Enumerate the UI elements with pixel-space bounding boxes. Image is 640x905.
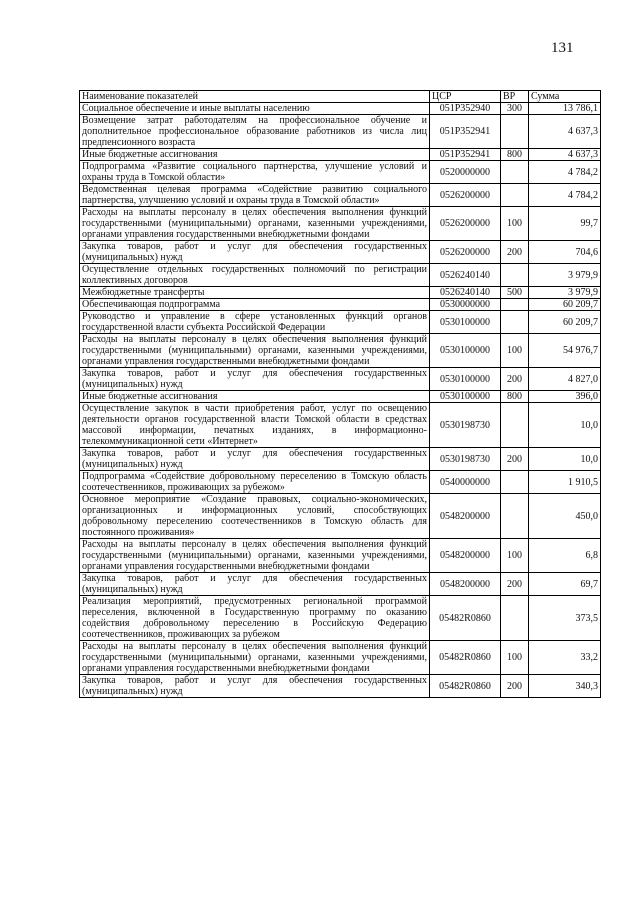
table-row xyxy=(80,391,601,403)
row-name: Закупка товаров, работ и услуг для обеспечения государственных (муниципальных) нужд xyxy=(80,573,430,596)
row-csr: 0526240140 xyxy=(430,264,501,287)
row-name: Основное мероприятие «Создание правовых, социально-экономических, организационных и информационных условий, способствующих добровольному переселению соотечественников в Томскую область для постоянного проживания» xyxy=(80,494,430,539)
table-row xyxy=(80,161,601,184)
row-sum: 4 784,2 xyxy=(529,161,601,184)
column-header-sum: Сумма xyxy=(529,91,601,103)
row-sum: 4 827,0 xyxy=(529,368,601,391)
row-sum: 99,7 xyxy=(529,207,601,241)
row-name: Социальное обеспечение и иные выплаты населению xyxy=(80,103,430,115)
table-row xyxy=(80,264,601,287)
column-header-csr: ЦСР xyxy=(430,91,501,103)
table-row xyxy=(80,403,601,448)
row-csr: 0530000000 xyxy=(430,299,501,311)
row-vr: 100 xyxy=(501,641,529,675)
row-vr: 300 xyxy=(501,103,529,115)
row-sum: 13 786,1 xyxy=(529,103,601,115)
row-name: Осуществление закупок в части приобретения работ, услуг по освещению деятельности органов государственной власти Томской области в средствах массовой информации, печатных изданиях, в информационно-телекоммуникационной сети «Интернет» xyxy=(80,403,430,448)
table-row xyxy=(80,115,601,149)
table-row xyxy=(80,103,601,115)
row-name: Ведомственная целевая программа «Содействие развитию социального партнерства, улучшению условий и охраны труда в Томской области» xyxy=(80,184,430,207)
row-vr xyxy=(501,403,529,448)
row-vr: 200 xyxy=(501,448,529,471)
row-name: Расходы на выплаты персоналу в целях обеспечения выполнения функций государственными (муниципальными) органами, казенными учреждениями, органами управления государственными внебюджетными фондами xyxy=(80,334,430,368)
row-sum: 3 979,9 xyxy=(529,287,601,299)
row-csr: 0548200000 xyxy=(430,539,501,573)
row-name: Межбюджетные трансферты xyxy=(80,287,430,299)
row-name: Иные бюджетные ассигнования xyxy=(80,149,430,161)
row-vr: 800 xyxy=(501,149,529,161)
row-sum: 4 637,3 xyxy=(529,115,601,149)
row-sum: 340,3 xyxy=(529,675,601,698)
row-name: Расходы на выплаты персоналу в целях обеспечения выполнения функций государственными (муниципальными) органами, казенными учреждениями, органами управления государственными внебюджетными фондами xyxy=(80,641,430,675)
row-name: Возмещение затрат работодателям на профессиональное обучение и дополнительное профессиональное образование работников из числа лиц предпенсионного возраста xyxy=(80,115,430,149)
row-name: Подпрограмма «Развитие социального партнерства, улучшение условий и охраны труда в Томской области» xyxy=(80,161,430,184)
table-row xyxy=(80,184,601,207)
row-name: Закупка товаров, работ и услуг для обеспечения государственных (муниципальных) нужд xyxy=(80,448,430,471)
row-csr: 0526200000 xyxy=(430,207,501,241)
row-sum: 396,0 xyxy=(529,391,601,403)
row-sum: 4 784,2 xyxy=(529,184,601,207)
row-csr: 0530198730 xyxy=(430,448,501,471)
table-row xyxy=(80,287,601,299)
row-sum: 54 976,7 xyxy=(529,334,601,368)
row-name: Расходы на выплаты персоналу в целях обеспечения выполнения функций государственными (муниципальными) органами, казенными учреждениями, органами управления государственными внебюджетными фондами xyxy=(80,207,430,241)
row-vr: 100 xyxy=(501,207,529,241)
column-header-name: Наименование показателей xyxy=(80,91,430,103)
row-csr: 0548200000 xyxy=(430,573,501,596)
row-vr xyxy=(501,311,529,334)
row-vr: 200 xyxy=(501,368,529,391)
row-sum: 33,2 xyxy=(529,641,601,675)
row-name: Обеспечивающая подпрограмма xyxy=(80,299,430,311)
table-row xyxy=(80,299,601,311)
row-vr xyxy=(501,264,529,287)
page-number: 131 xyxy=(551,40,574,56)
row-csr: 0530100000 xyxy=(430,391,501,403)
row-vr: 200 xyxy=(501,241,529,264)
table-row xyxy=(80,596,601,641)
row-sum: 60 209,7 xyxy=(529,311,601,334)
row-csr: 051Р352941 xyxy=(430,115,501,149)
row-name: Иные бюджетные ассигнования xyxy=(80,391,430,403)
row-csr: 0530198730 xyxy=(430,403,501,448)
row-vr: 200 xyxy=(501,573,529,596)
row-vr xyxy=(501,161,529,184)
table-row xyxy=(80,539,601,573)
row-vr xyxy=(501,596,529,641)
row-vr: 800 xyxy=(501,391,529,403)
row-sum: 373,5 xyxy=(529,596,601,641)
row-csr: 0526240140 xyxy=(430,287,501,299)
table-header-row xyxy=(80,91,601,103)
row-name: Реализация мероприятий, предусмотренных региональной программой переселения, включенной в Государственную программу по оказанию содействия добровольному переселению в Российскую Федерацию соотечественников, проживающих за рубежом xyxy=(80,596,430,641)
row-name: Закупка товаров, работ и услуг для обеспечения государственных (муниципальных) нужд xyxy=(80,241,430,264)
row-vr: 100 xyxy=(501,334,529,368)
table-row xyxy=(80,149,601,161)
row-name: Руководство и управление в сфере установленных функций органов государственной власти субъекта Российской Федерации xyxy=(80,311,430,334)
row-vr: 500 xyxy=(501,287,529,299)
table-row xyxy=(80,494,601,539)
row-sum: 1 910,5 xyxy=(529,471,601,494)
row-csr: 0530100000 xyxy=(430,311,501,334)
row-csr: 0540000000 xyxy=(430,471,501,494)
budget-table xyxy=(79,90,601,698)
row-vr xyxy=(501,299,529,311)
table-row xyxy=(80,471,601,494)
row-sum: 69,7 xyxy=(529,573,601,596)
row-vr: 200 xyxy=(501,675,529,698)
table-row xyxy=(80,311,601,334)
row-csr: 0530100000 xyxy=(430,334,501,368)
table-row xyxy=(80,368,601,391)
row-name: Подпрограмма «Содействие добровольному переселению в Томскую область соотечественников, проживающих за рубежом» xyxy=(80,471,430,494)
row-sum: 450,0 xyxy=(529,494,601,539)
row-csr: 0530100000 xyxy=(430,368,501,391)
row-sum: 704,6 xyxy=(529,241,601,264)
row-csr: 05482R0860 xyxy=(430,675,501,698)
row-csr: 0526200000 xyxy=(430,184,501,207)
table-row xyxy=(80,334,601,368)
table-row xyxy=(80,641,601,675)
row-sum: 3 979,9 xyxy=(529,264,601,287)
row-sum: 10,0 xyxy=(529,448,601,471)
row-csr: 0526200000 xyxy=(430,241,501,264)
row-csr: 051Р352941 xyxy=(430,149,501,161)
row-csr: 051Р352940 xyxy=(430,103,501,115)
row-csr: 0520000000 xyxy=(430,161,501,184)
row-vr xyxy=(501,494,529,539)
row-vr: 100 xyxy=(501,539,529,573)
row-vr xyxy=(501,184,529,207)
table-row xyxy=(80,573,601,596)
row-csr: 05482R0860 xyxy=(430,596,501,641)
row-csr: 05482R0860 xyxy=(430,641,501,675)
row-name: Расходы на выплаты персоналу в целях обеспечения выполнения функций государственными (муниципальными) органами, казенными учреждениями, органами управления государственными внебюджетными фондами xyxy=(80,539,430,573)
row-sum: 6,8 xyxy=(529,539,601,573)
row-sum: 4 637,3 xyxy=(529,149,601,161)
row-vr xyxy=(501,115,529,149)
table-row xyxy=(80,207,601,241)
table-row xyxy=(80,448,601,471)
row-name: Закупка товаров, работ и услуг для обеспечения государственных (муниципальных) нужд xyxy=(80,675,430,698)
row-sum: 60 209,7 xyxy=(529,299,601,311)
table-row xyxy=(80,241,601,264)
row-name: Осуществление отдельных государственных полномочий по регистрации коллективных договоров xyxy=(80,264,430,287)
row-sum: 10,0 xyxy=(529,403,601,448)
row-vr xyxy=(501,471,529,494)
column-header-vr: ВР xyxy=(501,91,529,103)
row-csr: 0548200000 xyxy=(430,494,501,539)
row-name: Закупка товаров, работ и услуг для обеспечения государственных (муниципальных) нужд xyxy=(80,368,430,391)
table-row xyxy=(80,675,601,698)
